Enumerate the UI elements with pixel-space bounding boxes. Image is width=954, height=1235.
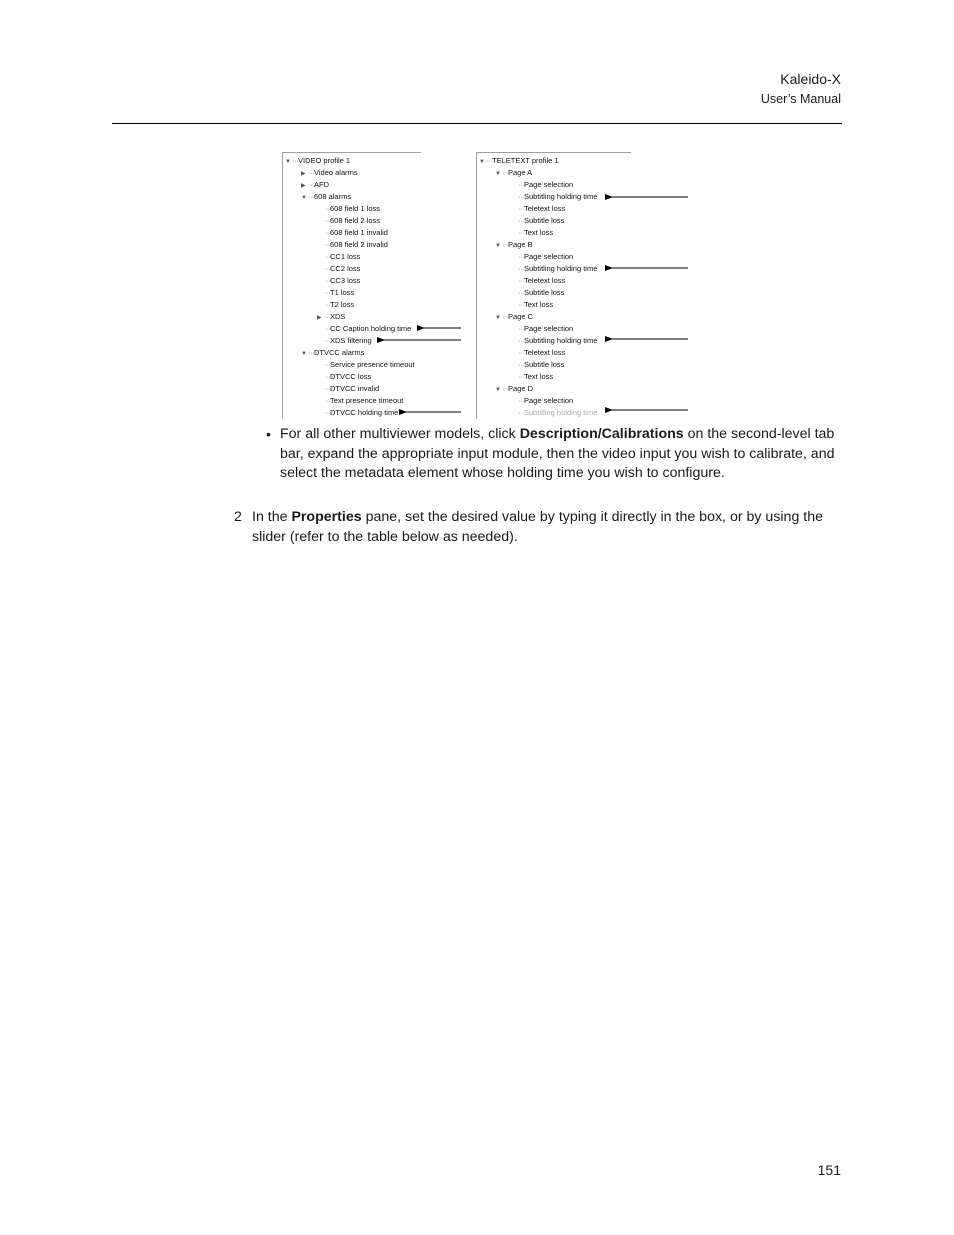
tree-connector: ··· [518,192,524,201]
tree-connector: ··· [324,384,330,393]
expand-down-icon[interactable]: ▼ [495,387,501,393]
tree-node-label: Teletext loss [524,276,566,285]
tree-node-label: Text loss [524,372,554,381]
tree-node-label: Subtitle loss [524,288,565,297]
tree-connector: ··· [518,204,524,213]
tree-connector: ··· [324,252,330,261]
expand-down-icon[interactable]: ▼ [301,195,307,201]
tree-node-label: Text presence timeout [330,396,404,405]
tree-connector: ··· [324,264,330,273]
tree-node-label: DTVCC invalid [330,384,380,393]
tree-connector: ··· [324,276,330,285]
tree-node-label: Video alarms [314,168,358,177]
tree-connector: ··· [292,156,298,165]
tree-connector: ··· [324,228,330,237]
tree-connector: ··· [518,216,524,225]
expand-down-icon[interactable]: ▼ [301,351,307,357]
description-calibrations-term: Description/Calibrations [519,426,684,442]
product-name: Kaleido-X [780,71,841,87]
tree-connector: ··· [324,408,330,417]
tree-connector: ··· [502,168,508,177]
tree-node-label: CC Caption holding time [330,324,412,333]
step-number: 2 [234,509,242,525]
tree-node-label: Subtitling holding time [524,264,598,273]
tree-node-label: Page B [508,240,533,249]
tree-connector: ··· [324,312,330,321]
tree-node-label: 608 field 1 invalid [330,228,388,237]
tree-connector: ··· [324,360,330,369]
tree-node-label: 608 field 2 invalid [330,240,388,249]
tree-connector: ··· [308,348,314,357]
tree-node-label: Teletext loss [524,348,566,357]
tree-node-label: CC1 loss [330,252,361,261]
tree-node-label: Text loss [524,228,554,237]
manual-name: User’s Manual [760,92,841,106]
tree-connector: ··· [518,180,524,189]
tree-node-label: TELETEXT profile 1 [492,156,559,165]
tree-connector: ··· [518,396,524,405]
tree-node-label: T1 loss [330,288,355,297]
expand-down-icon[interactable]: ▼ [495,171,501,177]
bullet-text: For all other multiviewer models, click Description/Calibrations on the second-level tab bar, expand the appropriate input module, then the video input you wish to calibrate, and select the metadata element whose holding time you wish to configure. [280,426,835,481]
tree-connector: ··· [502,240,508,249]
step-text: In the Properties pane, set the desired value by typing it directly in the box, or by using the slider (refer to the table below as needed). [252,509,824,545]
tree-connector: ··· [486,156,492,165]
tree-connector: ··· [324,336,330,345]
tree-node-label: 608 alarms [314,192,352,201]
expand-right-icon[interactable]: ▶ [301,171,306,177]
expand-down-icon[interactable]: ▼ [495,243,501,249]
tree-connector: ··· [518,300,524,309]
tree-node-label: Page selection [524,396,574,405]
bullet-marker: • [266,426,271,442]
page-number: 151 [817,1162,841,1178]
tree-connector: ··· [324,324,330,333]
tree-connector: ··· [518,408,524,417]
tree-connector: ··· [324,288,330,297]
tree-node-label: VIDEO profile 1 [298,156,351,165]
tree-connector: ··· [324,216,330,225]
tree-node-label: XDS filtering [330,336,372,345]
tree-connector: ··· [518,324,524,333]
tree-node-label: Page selection [524,324,574,333]
tree-connector: ··· [518,288,524,297]
tree-connector: ··· [518,348,524,357]
tree-node-label: Subtitling holding time [524,192,598,201]
tree-node-label: Subtitle loss [524,360,565,369]
tree-connector: ··· [308,192,314,201]
tree-node-label: 608 field 1 loss [330,204,381,213]
expand-down-icon[interactable]: ▼ [495,315,501,321]
tree-node-label: Page A [508,168,533,177]
expand-right-icon[interactable]: ▶ [301,183,306,189]
tree-node-label: Page selection [524,180,574,189]
tree-connector: ··· [308,180,314,189]
tree-connector: ··· [502,384,508,393]
tree-connector: ··· [502,312,508,321]
tree-node-label: Page C [508,312,534,321]
tree-connector: ··· [518,372,524,381]
expand-down-icon[interactable]: ▼ [479,159,485,165]
tree-node-label: CC2 loss [330,264,361,273]
tree-node-label: Teletext loss [524,204,566,213]
tree-connector: ··· [518,336,524,345]
tree-connector: ··· [518,276,524,285]
tree-node-label: Page selection [524,252,574,261]
tree-node-label: XDS [330,312,346,321]
tree-node-label: CC3 loss [330,276,361,285]
tree-node-label: Subtitling holding time [524,336,598,345]
tree-connector: ··· [324,240,330,249]
tree-connector: ··· [518,252,524,261]
tree-node-label: 608 field 2 loss [330,216,381,225]
tree-node-label: Service presence timeout [330,360,415,369]
tree-connector: ··· [518,264,524,273]
properties-term: Properties [291,509,362,525]
tree-node-label: Text loss [524,300,554,309]
tree-node-label: AFD [314,180,329,189]
tree-node-label: Subtitle loss [524,216,565,225]
tree-connector: ··· [518,228,524,237]
tree-node-label: DTVCC holding time [330,408,399,417]
tree-connector: ··· [324,300,330,309]
tree-connector: ··· [308,168,314,177]
expand-down-icon[interactable]: ▼ [285,159,291,165]
tree-connector: ··· [518,360,524,369]
tree-connector: ··· [324,396,330,405]
tree-node-label: DTVCC loss [330,372,372,381]
tree-connector: ··· [324,372,330,381]
tree-node-label: Page D [508,384,534,393]
tree-node-label: DTVCC alarms [314,348,365,357]
tree-node-label: T2 loss [330,300,355,309]
tree-connector: ··· [324,204,330,213]
expand-right-icon[interactable]: ▶ [317,315,322,321]
tree-node-label: Subtitling holding time [524,408,598,417]
